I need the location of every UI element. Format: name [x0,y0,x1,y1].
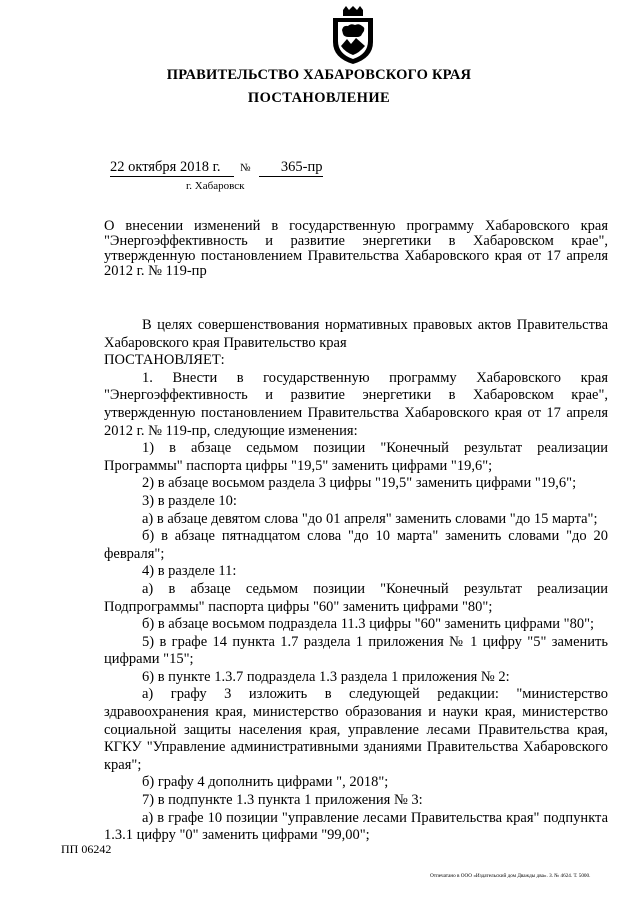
document-type: ПОСТАНОВЛЕНИЕ [247,90,391,106]
body-paragraph: а) в графе 10 позиции "управление лесами Правительства края" подпункта 1.3.1 цифру "0" заменить цифрами "99,00"; [104,809,608,844]
document-body [104,317,608,845]
intro-paragraph: В целях совершенствования нормативных правовых актов Правительства Хабаровского края Правительство края [104,317,608,351]
document-subject: О внесении изменений в государственную программу Хабаровского края "Энергоэффективность и развитие энергетики в Хабаровском крае", утвержденную постановлением Правительства Хабаровского края от 17 апреля 2012 г. № 119-пр [104,218,608,279]
body-paragraph: б) в абзаце пятнадцатом слова "до 10 марта" заменить словами "до 20 февраля"; [104,528,608,562]
body-paragraph: 3) в разделе 10: [142,492,237,509]
body-paragraph: б) в абзаце восьмом подраздела 11.3 цифры "60" заменить цифрами "80"; [142,616,595,633]
organization-title: ПРАВИТЕЛЬСТВО ХАБАРОВСКОГО КРАЯ [166,67,472,83]
document-number: 365-пр [259,159,323,177]
resolves-line: ПОСТАНОВЛЯЕТ: [104,352,225,369]
document-date: 22 октября 2018 г. [110,159,234,177]
body-paragraph: 1) в абзаце седьмом позиции "Конечный результат реализации Программы" паспорта цифры "19,5" заменить цифрами "19,6"; [104,440,608,474]
document-city: г. Хабаровск [186,180,245,192]
number-sign: № [240,162,251,174]
body-paragraph: 1. Внести в государственную программу Хабаровского края "Энергоэффективность и развитие энергетики в Хабаровском крае", утвержденную постановлением Правительства Хабаровского края от 17 апреля 2012 г. № 119-пр, следующие изменения: [104,369,608,439]
coat-of-arms-icon [329,6,377,66]
body-paragraph: 5) в графе 14 пункта 1.7 раздела 1 приложения № 1 цифру "5" заменить цифрами "15"; [104,633,608,668]
printer-imprint: Отпечатано в ООО «Издательский дом Дважды два». З. № 4624. Т. 5000. [430,873,591,879]
document-code: ПП 06242 [61,842,112,856]
body-paragraph: 4) в разделе 11: [142,563,237,580]
body-paragraph: 6) в пункте 1.3.7 подраздела 1.3 раздела 1 приложения № 2: [142,668,510,685]
body-paragraph: а) графу 3 изложить в следующей редакции: "министерство здравоохранения края, министерство образования и науки края, министерство социальной защиты населения края, управление лесами Правительства края, КГКУ "Управление административными зданиями Правительства Хабаровского края"; [104,686,608,773]
body-paragraph: а) в абзаце седьмом позиции "Конечный результат реализации Подпрограммы" паспорта цифры "60" заменить цифрами "80"; [104,580,608,615]
date-number-line [110,159,323,177]
body-paragraph: 2) в абзаце восьмом раздела 3 цифры "19,5" заменить цифрами "19,6"; [142,475,577,492]
body-paragraph: а) в абзаце девятом слова "до 01 апреля" заменить словами "до 15 марта"; [142,510,598,527]
body-paragraph: 7) в подпункте 1.3 пункта 1 приложения № 3: [142,792,423,809]
body-paragraph: б) графу 4 дополнить цифрами ", 2018"; [142,774,389,791]
